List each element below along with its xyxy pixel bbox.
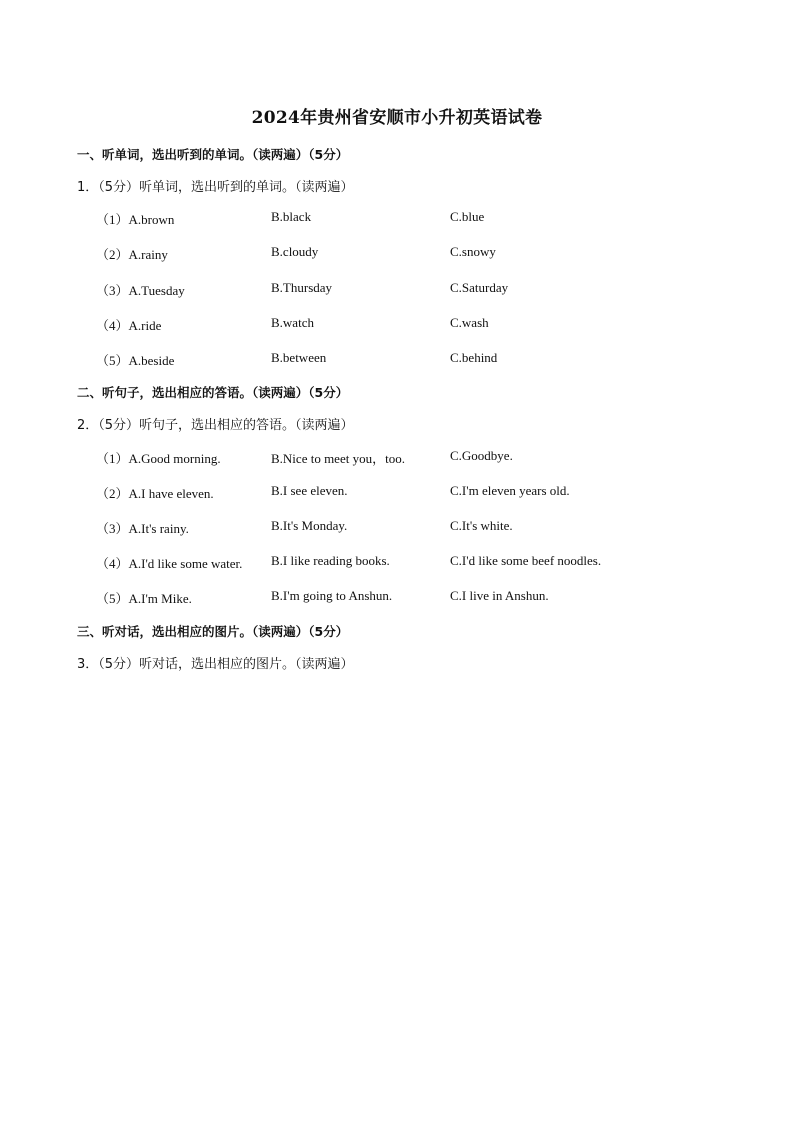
option-a: （3）A.It's rainy. (96, 521, 189, 536)
option-row-1-5 (0, 350, 794, 368)
option-row-1-3 (0, 280, 794, 298)
option-b: B.I like reading books. (271, 553, 390, 568)
option-row-1-2 (0, 244, 794, 262)
question-1: 1．（5分）听单词，选出听到的单词。（读两遍） (77, 180, 354, 195)
section-heading-3: 三、听对话，选出相应的图片。（读两遍）（5分） (77, 624, 349, 639)
question-3: 3．（5分）听对话，选出相应的图片。（读两遍） (77, 657, 354, 672)
option-c: C.It's white. (450, 518, 513, 533)
option-row-1-4 (0, 315, 794, 333)
option-b: B.I'm going to Anshun. (271, 588, 393, 603)
option-c: C.snowy (450, 244, 496, 259)
option-c: C.I live in Anshun. (450, 588, 549, 603)
option-c: C.Goodbye. (450, 448, 513, 463)
question-2: 2．（5分）听句子，选出相应的答语。（读两遍） (77, 418, 354, 433)
option-a: （4）A.I'd like some water. (96, 556, 243, 571)
option-c: C.Saturday (450, 280, 509, 295)
section-heading-1: 一、听单词，选出听到的单词。（读两遍）（5分） (77, 147, 349, 162)
option-a: （1）A.brown (96, 212, 175, 227)
option-c: C.I'd like some beef noodles. (450, 553, 602, 568)
option-a: （2）A.I have eleven. (96, 486, 214, 501)
option-b: B.It's Monday. (271, 518, 348, 533)
option-b: B.black (271, 209, 312, 224)
option-a: （2）A.rainy (96, 247, 168, 262)
option-c: C.wash (450, 315, 489, 330)
option-a: （5）A.I'm Mike. (96, 591, 192, 606)
option-b: B.cloudy (271, 244, 319, 259)
option-c: C.behind (450, 350, 498, 365)
option-row-2-1 (0, 448, 794, 466)
option-c: C.blue (450, 209, 485, 224)
option-b: B.watch (271, 315, 314, 330)
option-row-2-5 (0, 588, 794, 606)
option-row-2-2 (0, 483, 794, 501)
option-a: （1）A.Good morning. (96, 451, 221, 466)
option-a: （3）A.Tuesday (96, 283, 185, 298)
option-row-2-4 (0, 553, 794, 571)
option-row-2-3 (0, 518, 794, 536)
page-title: 2024年贵州省安顺市小升初英语试卷 (251, 108, 543, 128)
option-row-1-1 (0, 209, 794, 227)
option-b: B.Thursday (271, 280, 333, 295)
section-heading-2: 二、听句子，选出相应的答语。（读两遍）（5分） (77, 385, 349, 400)
option-a: （5）A.beside (96, 353, 175, 368)
option-b: B.Nice to meet you，too. (271, 451, 405, 466)
option-b: B.I see eleven. (271, 483, 348, 498)
option-c: C.I'm eleven years old. (450, 483, 570, 498)
option-a: （4）A.ride (96, 318, 162, 333)
option-b: B.between (271, 350, 327, 365)
